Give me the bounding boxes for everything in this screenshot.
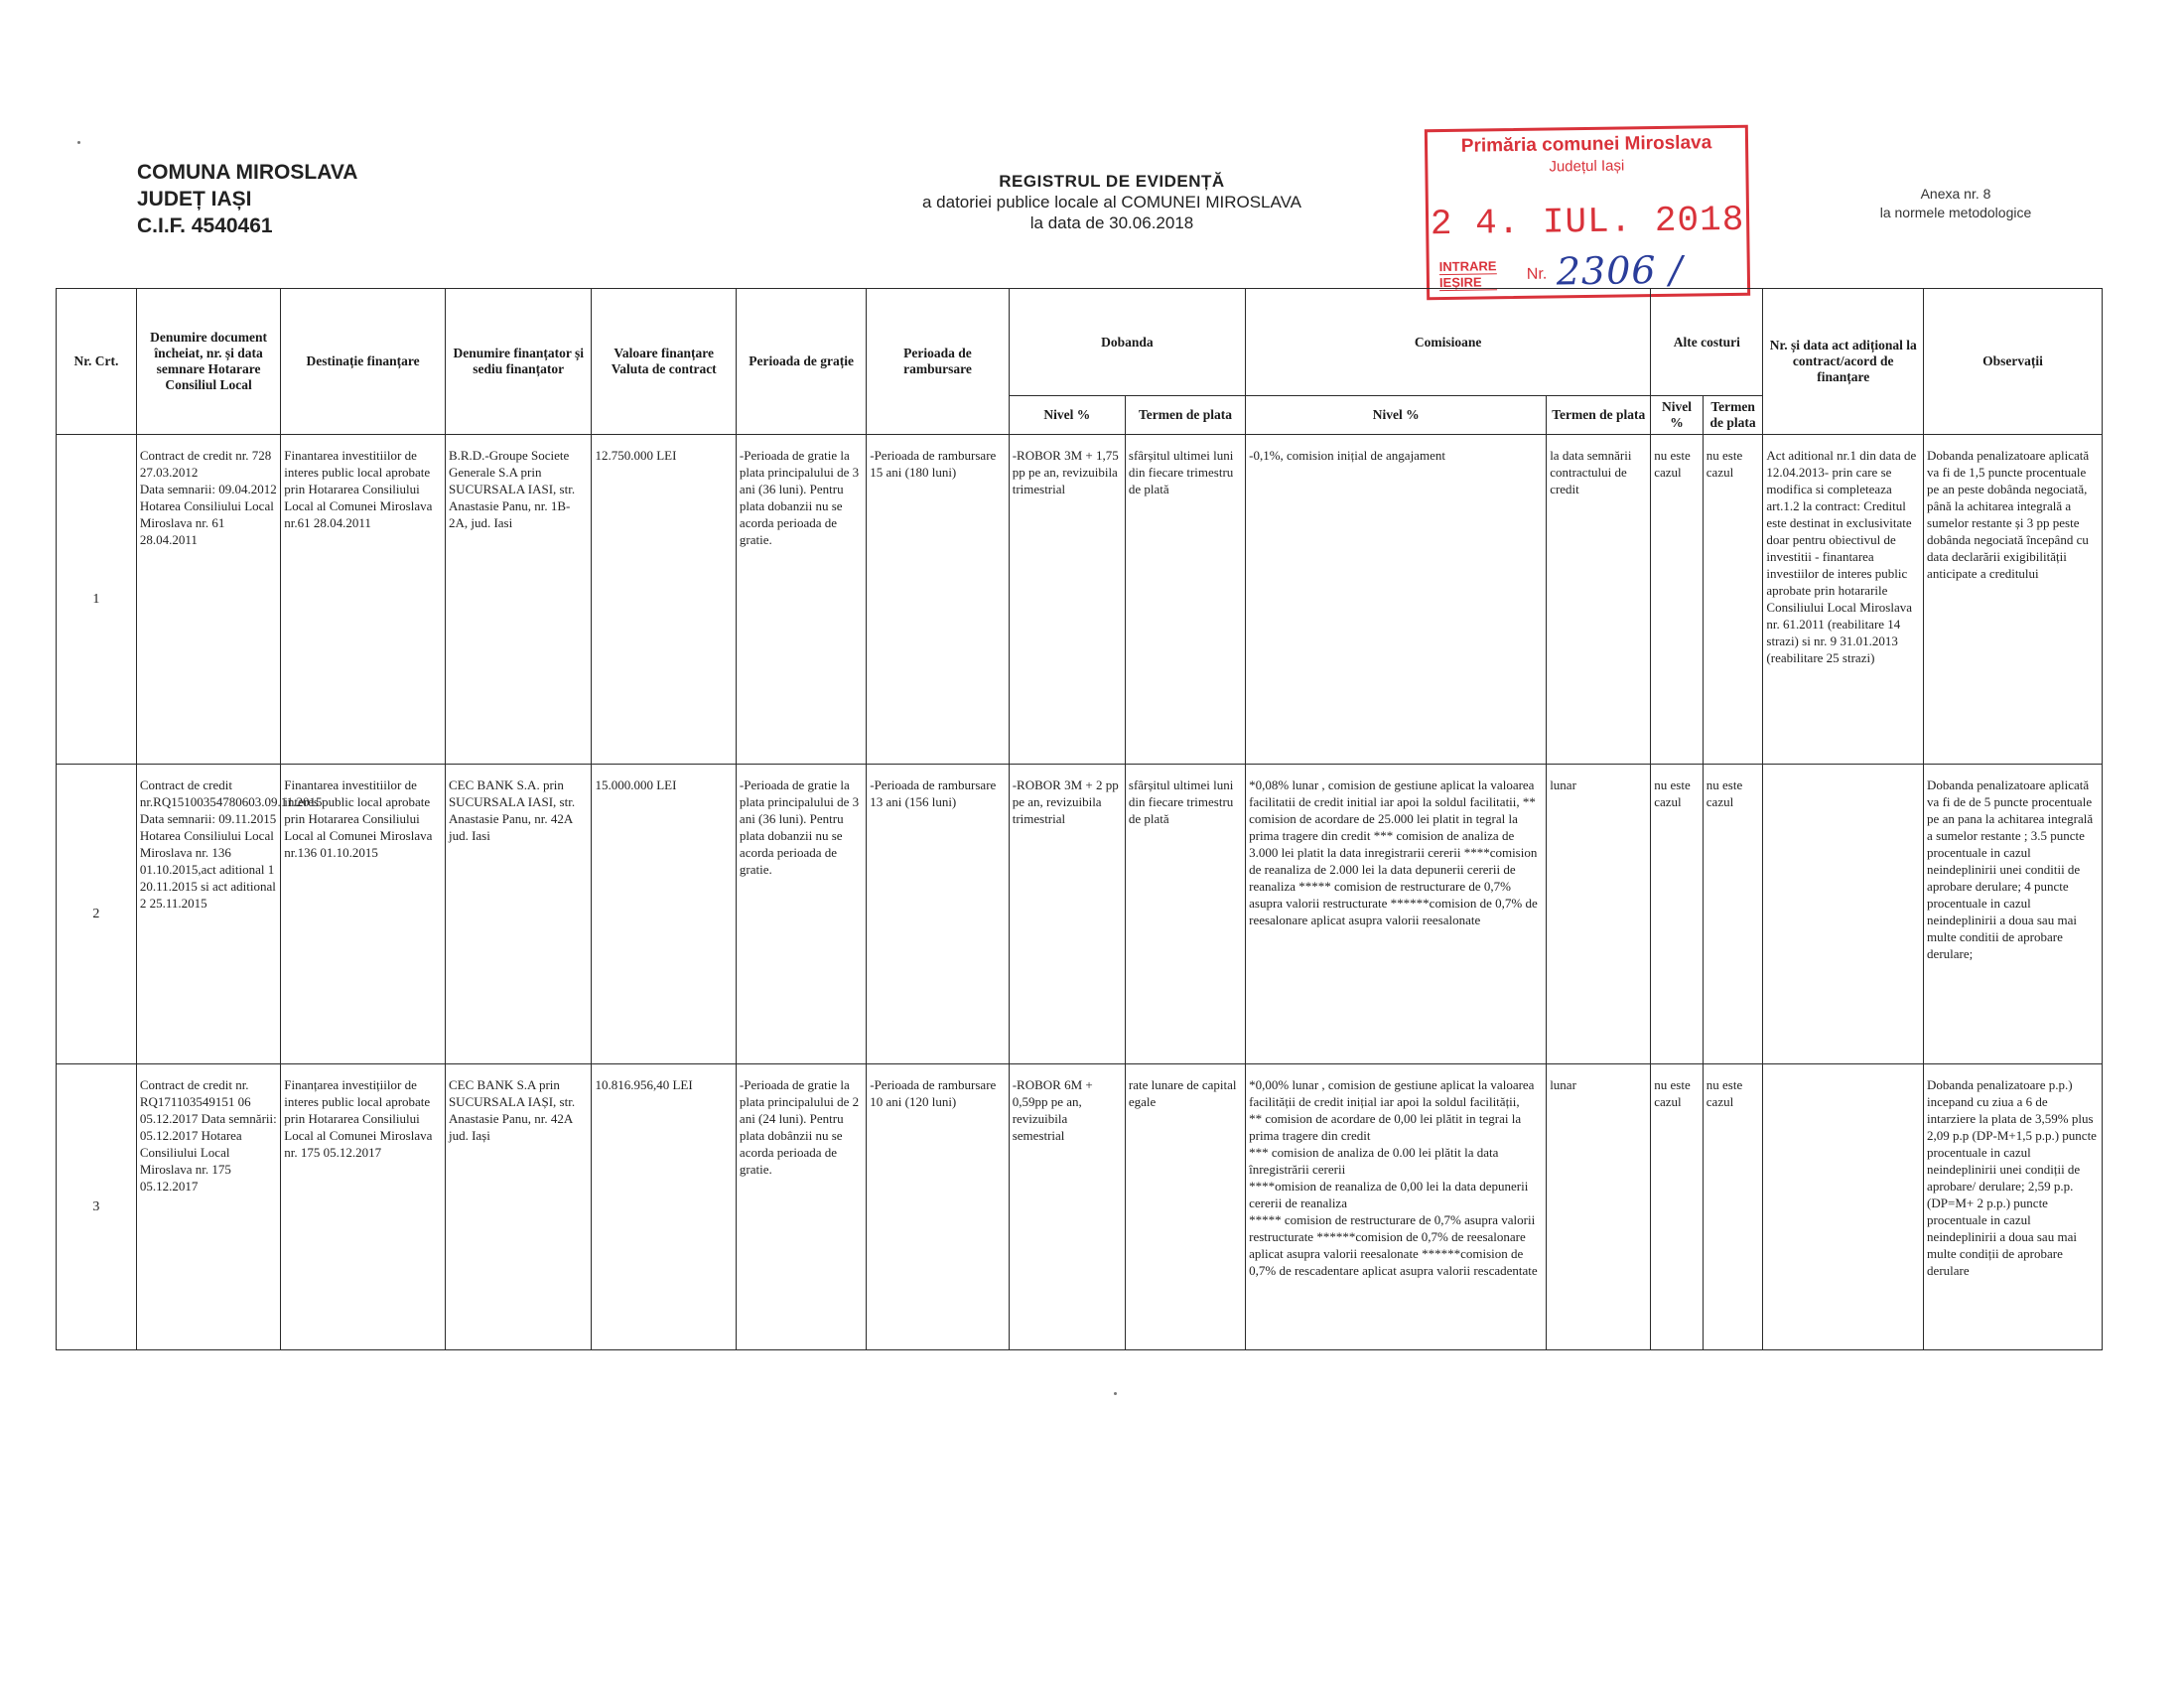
cell-nr: 3 — [57, 1064, 137, 1350]
cell-dobanda-termen: rate lunare de capital egale — [1125, 1064, 1245, 1350]
header-dobanda-termen: Termen de plata — [1125, 396, 1245, 435]
cell-dobanda-nivel: -ROBOR 3M + 1,75 pp pe an, revizuibila trimestrial — [1009, 435, 1125, 765]
stamp-date: 2 4. IUL. 2018 — [1430, 199, 1745, 245]
cell-dobanda-termen: sfârșitul ultimei luni din fiecare trimestru de plată — [1125, 765, 1245, 1064]
cell-gratie: -Perioada de gratie la plata principalului de 3 ani (36 luni). Pentru plata dobanzii nu se acorda perioada de gratie. — [736, 435, 866, 765]
registration-stamp — [1425, 125, 1750, 301]
cell-destinatie: Finanțarea investițiilor de interes public local aprobate prin Hotararea Consiliului Local al Comunei Miroslava nr. 175 05.12.2017 — [281, 1064, 446, 1350]
cell-rambursare: -Perioada de rambursare 13 ani (156 luni) — [867, 765, 1009, 1064]
cell-valoare: 10.816.956,40 LEI — [592, 1064, 736, 1350]
header-act-aditional: Nr. și data act adițional la contract/acord de finanțare — [1763, 289, 1924, 435]
cell-valoare: 12.750.000 LEI — [592, 435, 736, 765]
cell-alte-termen: nu este cazul — [1703, 1064, 1763, 1350]
header-dobanda-nivel: Nivel % — [1009, 396, 1125, 435]
cell-comisioane-nivel: -0,1%, comision inițial de angajament — [1246, 435, 1547, 765]
cell-finantator: B.R.D.-Groupe Societe Generale S.A prin SUCURSALA IASI, str. Anastasie Panu, nr. 1B-2A, jud. Iasi — [445, 435, 592, 765]
cell-comisioane-nivel: *0,08% lunar , comision de gestiune aplicat la valoarea facilitatii de credit initial iar apoi la soldul facilitatii, ** comision de acordare de 25.000 lei platit in tegral la prima tragere din credit *** comision de analiza de 3.000 lei platit la data inregistrarii cererii ****comision de reanaliza de 2.000 lei la data depunerii cererii de reanaliza ***** comision de restructurare de 0,7% asupra valorii restructurate ******comision de 0,7% de reesalonare aplicat asupra valorii reesalonate — [1246, 765, 1547, 1064]
institution-county: JUDEȚ IAȘI — [137, 188, 252, 211]
cell-dobanda-termen: sfârșitul ultimei luni din fiecare trimestru de plată — [1125, 435, 1245, 765]
cell-nr: 2 — [57, 765, 137, 1064]
cell-destinatie: Finantarea investitiilor de interes public local aprobate prin Hotararea Consiliului Local al Comunei Miroslava nr.136 01.10.2015 — [281, 765, 446, 1064]
cell-gratie: -Perioada de gratie la plata principalului de 3 ani (36 luni). Pentru plata dobanzii nu se acorda perioada de gratie. — [736, 765, 866, 1064]
header-rambursare: Perioada de rambursare — [867, 289, 1009, 435]
header-comisioane-termen: Termen de plata — [1547, 396, 1651, 435]
header-nr-crt: Nr. Crt. — [57, 289, 137, 435]
annex-norms: la normele metodologice — [1879, 205, 2032, 220]
cell-comisioane-nivel: *0,00% lunar , comision de gestiune aplicat la valoarea facilității de credit inițial iar apoi la soldul facilității, ** comision de acordare de 0,00 lei plătit in tegrai la prima tragere din credit *** comision de analiza de 0.00 lei plătit la data înregistrării cererii ****omision de reanaliza de 0,00 lei la data depunerii cererii de reanaliza ***** comision de restructurare de 0,7% asupra valorii restructurate ******comision de 0,7% de reesalonare aplicat asupra valorii reesalonate ******comision de 0,7% de rescadentare aplicat asupra valorii rescadentate — [1246, 1064, 1547, 1350]
cell-finantator: CEC BANK S.A prin SUCURSALA IAȘI, str. Anastasie Panu, nr. 42A jud. Iași — [445, 1064, 592, 1350]
cell-comisioane-termen: lunar — [1547, 765, 1651, 1064]
cell-valoare: 15.000.000 LEI — [592, 765, 736, 1064]
header-alte-termen: Termen de plata — [1703, 396, 1763, 435]
table-row — [57, 435, 2103, 765]
cell-dobanda-nivel: -ROBOR 6M + 0,59pp pe an, revizuibila semestrial — [1009, 1064, 1125, 1350]
stamp-in-out — [1439, 258, 1497, 291]
header-comisioane-nivel: Nivel % — [1246, 396, 1547, 435]
cell-comisioane-termen: lunar — [1547, 1064, 1651, 1350]
stamp-subtitle: Județul Iași — [1549, 157, 1625, 176]
cell-alte-nivel: nu este cazul — [1651, 435, 1704, 765]
debt-register-table — [56, 288, 2103, 1350]
document-title — [834, 171, 1390, 233]
cell-comisioane-termen: la data semnării contractului de credit — [1547, 435, 1651, 765]
stamp-nr-label: Nr. — [1526, 265, 1548, 283]
cell-alte-nivel: nu este cazul — [1651, 765, 1704, 1064]
table-row — [57, 765, 2103, 1064]
cell-act-aditional — [1763, 765, 1924, 1064]
header-observatii: Observații — [1924, 289, 2103, 435]
cell-act-aditional — [1763, 1064, 1924, 1350]
institution-header — [137, 159, 357, 239]
title-line-3: la data de 30.06.2018 — [1029, 213, 1194, 232]
header-destinatie: Destinație finanțare — [281, 289, 446, 435]
header-alte-nivel: Nivel % — [1651, 396, 1704, 435]
cell-gratie: -Perioada de gratie la plata principalului de 2 ani (24 luni). Pentru plata dobânzii nu se acorda perioada de gratie. — [736, 1064, 866, 1350]
stamp-iesire: IEȘIRE — [1439, 274, 1497, 291]
stamp-intrare: INTRARE — [1438, 258, 1497, 275]
table-row — [57, 1064, 2103, 1350]
title-line-1: REGISTRUL DE EVIDENȚĂ — [999, 172, 1225, 191]
cell-alte-termen: nu este cazul — [1703, 435, 1763, 765]
cell-destinatie: Finantarea investitiilor de interes public local aprobate prin Hotararea Consiliului Local al Comunei Miroslava nr.61 28.04.2011 — [281, 435, 446, 765]
cell-rambursare: -Perioada de rambursare 15 ani (180 luni) — [867, 435, 1009, 765]
scan-speck — [77, 141, 80, 144]
header-valoare: Valoare finanțare Valuta de contract — [592, 289, 736, 435]
header-alte-costuri: Alte costuri — [1651, 289, 1763, 396]
annex-note — [1837, 185, 2075, 222]
stamp-nr-value: 2306 / — [1556, 247, 1684, 294]
scan-speck — [1114, 1392, 1117, 1395]
title-line-2: a datoriei publice locale al COMUNEI MIROSLAVA — [921, 193, 1302, 211]
cell-observatii: Dobanda penalizatoare p.p.) incepand cu ziua a 6 de intarziere la plata de 3,59% plus 2,09 p.p (DP-M+1,5 p.p.) puncte procentuale in cazul neindeplinirii unei condiții de aprobare/ derulare; 2,59 p.p. (DP=M+ 2 p.p.) puncte procentuale in cazul neindeplinirii a doua sau mai multe condiții de aprobare derulare — [1924, 1064, 2103, 1350]
cell-nr: 1 — [57, 435, 137, 765]
cell-finantator: CEC BANK S.A. prin SUCURSALA IASI, str. Anastasie Panu, nr. 42A jud. Iasi — [445, 765, 592, 1064]
header-comisioane: Comisioane — [1246, 289, 1651, 396]
stamp-title: Primăria comunei Miroslava — [1460, 132, 1712, 157]
institution-name: COMUNA MIROSLAVA — [137, 161, 358, 184]
cell-document: Contract de credit nr.RQ15100354780603.09.11.2015 Data semnarii: 09.11.2015 Hotarea Consiliului Local Miroslava nr. 136 01.10.2015,act aditional 1 20.11.2015 si act aditional 2 25.11.2015 — [136, 765, 280, 1064]
cell-rambursare: -Perioada de rambursare 10 ani (120 luni) — [867, 1064, 1009, 1350]
header-gratie: Perioada de grație — [736, 289, 866, 435]
annex-number: Anexa nr. 8 — [1920, 186, 1991, 202]
cell-alte-termen: nu este cazul — [1703, 765, 1763, 1064]
cell-dobanda-nivel: -ROBOR 3M + 2 pp pe an, revizuibila trimestrial — [1009, 765, 1125, 1064]
cell-document: Contract de credit nr. 728 27.03.2012 Data semnarii: 09.04.2012 Hotarea Consiliului Local Miroslava nr. 61 28.04.2011 — [136, 435, 280, 765]
cell-observatii: Dobanda penalizatoare aplicată va fi de de 5 puncte procentuale pe an pana la achitarea integrală a sumelor restante ; 3.5 puncte procentuale in cazul neindeplinirii unei conditii de aprobare derulare; 4 puncte procentuale in cazul neindeplinirii a doua sau mai multe conditii de aprobare derulare; — [1924, 765, 2103, 1064]
cell-act-aditional: Act aditional nr.1 din data de 12.04.2013- prin care se modifica si completeaza art.1.2 la contract: Creditul este destinat in exclusivitate doar pentru obiectivul de investitii - finantarea investiilor de interes public aprobate prin hotararile Consiliului Local Miroslava nr. 61.2011 (reabilitare 14 strazi) si nr. 9 31.01.2013 (reabilitare 25 strazi) — [1763, 435, 1924, 765]
institution-cif: C.I.F. 4540461 — [137, 214, 273, 237]
header-dobanda: Dobanda — [1009, 289, 1245, 396]
cell-alte-nivel: nu este cazul — [1651, 1064, 1704, 1350]
cell-observatii: Dobanda penalizatoare aplicată va fi de 1,5 puncte procentuale pe an peste dobânda negociată, până la achitarea integrală a sumelor restante și 3 pp peste dobânda negociată începând cu data declarării exigibilității anticipate a creditului — [1924, 435, 2103, 765]
cell-document: Contract de credit nr. RQ171103549151 06 05.12.2017 Data semnării: 05.12.2017 Hotarea Consiliului Local Miroslava nr. 175 05.12.2017 — [136, 1064, 280, 1350]
header-document: Denumire document încheiat, nr. și data semnare Hotarare Consiliul Local — [136, 289, 280, 435]
header-finantator: Denumire finanțator și sediu finanțator — [445, 289, 592, 435]
